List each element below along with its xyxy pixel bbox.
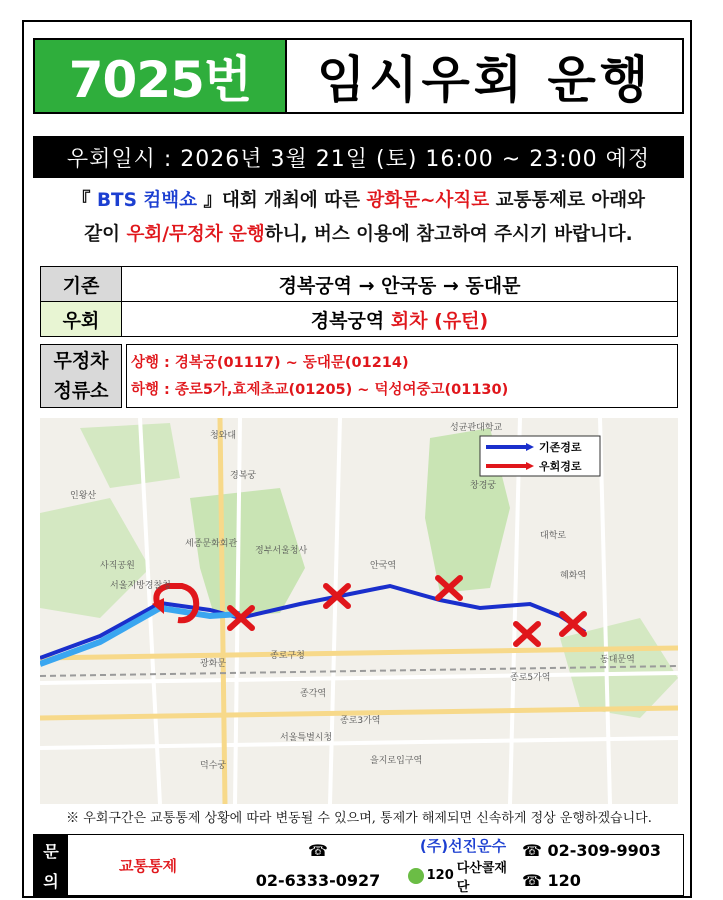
notice-text-part: 『 bbox=[71, 190, 97, 211]
existing-route-label: 기존 bbox=[41, 267, 122, 302]
dasan-logo-number: 120 bbox=[426, 868, 454, 884]
skip-stops-down: 하행 : 종로5가,효제초교(01205) ~ 덕성여중고(01130) bbox=[131, 382, 509, 398]
map-place-label: 덕수궁 bbox=[200, 761, 227, 771]
skip-stops-up: 상행 : 경복궁(01117) ~ 동대문(01214) bbox=[131, 355, 409, 371]
map-place-label: 인왕산 bbox=[70, 491, 97, 501]
detour-route-label: 우회 bbox=[41, 302, 122, 337]
notice-text-part: 하니, 버스 이용에 참고하여 주시기 바랍니다. bbox=[264, 224, 633, 245]
map-place-label: 광화문 bbox=[200, 659, 227, 669]
traffic-control-contact bbox=[228, 835, 408, 895]
map-place-label: 종각역 bbox=[300, 689, 327, 699]
map-place-label: 청와대 bbox=[210, 431, 237, 441]
notice-line-1 bbox=[33, 184, 684, 218]
map-place-label: 종로3가역 bbox=[340, 716, 381, 726]
notice-text bbox=[33, 184, 684, 252]
map-place-label: 성균관대학교 bbox=[450, 423, 503, 433]
traffic-control-org: 교통통제 bbox=[119, 856, 177, 875]
map-place-label: 정부서울청사 bbox=[255, 546, 308, 556]
map-place-label: 안국역 bbox=[370, 561, 397, 571]
table-row bbox=[41, 302, 678, 337]
contact-bar bbox=[33, 834, 684, 896]
caution-note: ※ 우회구간은 교통통제 상황에 따라 변동될 수 있으며, 통제가 해제되면 신속하게 정상 운행하겠습니다. bbox=[66, 811, 652, 826]
notice-text-part: 교통통제로 아래와 bbox=[489, 190, 646, 211]
map-place-label: 세종문화회관 bbox=[185, 539, 238, 549]
traffic-control-phone: 02-6333-0927 bbox=[255, 870, 381, 890]
notice-text-part: 같이 bbox=[84, 224, 127, 245]
skip-stops-list bbox=[126, 344, 678, 408]
detour-route-value bbox=[122, 302, 678, 337]
skip-stops-label bbox=[40, 344, 122, 408]
map-place-label: 경복궁 bbox=[230, 471, 257, 481]
detour-route-action: 회차 (유턴) bbox=[390, 309, 489, 332]
map-place-label: 대학로 bbox=[540, 531, 567, 541]
event-name: BTS 컴백쇼 bbox=[96, 190, 198, 211]
existing-route-value: 경복궁역 → 안국동 → 동대문 bbox=[122, 267, 678, 302]
dasan-logo-icon bbox=[408, 868, 424, 884]
legend-existing-label: 기존경로 bbox=[539, 441, 582, 454]
map-place-label: 서울지방경찰청 bbox=[110, 581, 171, 591]
map-place-label: 사직공원 bbox=[100, 561, 135, 571]
route-table bbox=[40, 266, 678, 337]
skip-stops-section bbox=[40, 344, 678, 408]
notice-line-2 bbox=[33, 218, 684, 252]
detour-note: 우회/무정차 운행 bbox=[126, 224, 265, 245]
legend-detour-label: 우회경로 bbox=[539, 460, 582, 473]
notice-header bbox=[33, 38, 684, 114]
dasan-call-phone: ☎ 120 bbox=[522, 870, 581, 890]
operator-orgs bbox=[408, 835, 518, 895]
control-area: 광화문~사직로 bbox=[366, 190, 490, 211]
detour-date-bar: 우회일시 : 2026년 3월 21일 (토) 16:00 ~ 23:00 예정 bbox=[33, 136, 684, 178]
bus-company-name: (주)선진운수 bbox=[419, 837, 507, 856]
contact-label bbox=[34, 835, 68, 895]
dasan-foundation-name: 다산콜재단 bbox=[456, 860, 507, 895]
skip-stops-label-line: 정류소 bbox=[53, 380, 109, 402]
map-place-label: 창경궁 bbox=[470, 481, 497, 491]
operator-phones bbox=[518, 835, 683, 895]
map-legend bbox=[480, 436, 600, 476]
map-place-label: 을지로입구역 bbox=[370, 756, 423, 766]
notice-title: 임시우회 운행 bbox=[316, 51, 653, 109]
table-row bbox=[41, 267, 678, 302]
notice-text-part: 』대회 개최에 따른 bbox=[197, 190, 367, 211]
contact-label-line: 문 bbox=[43, 841, 59, 861]
bus-company-phone: ☎ 02-309-9903 bbox=[522, 840, 661, 860]
map-place-label: 동대문역 bbox=[600, 655, 635, 665]
dasan-call-logo bbox=[408, 857, 518, 895]
skip-stops-label-line: 무정차 bbox=[53, 350, 109, 372]
map-place-label: 혜화역 bbox=[560, 571, 587, 581]
map-place-label: 서울특별시청 bbox=[280, 733, 333, 743]
phone-icon: ☎ bbox=[308, 840, 328, 860]
map-place-label: 종로구청 bbox=[270, 651, 305, 661]
route-map bbox=[40, 418, 678, 804]
detour-route-stop: 경복궁역 bbox=[310, 309, 391, 332]
map-place-label: 종로5가역 bbox=[510, 673, 551, 683]
route-number: 7025번 bbox=[35, 40, 287, 112]
route-map-svg bbox=[40, 418, 678, 804]
contact-label-line: 의 bbox=[43, 871, 59, 891]
